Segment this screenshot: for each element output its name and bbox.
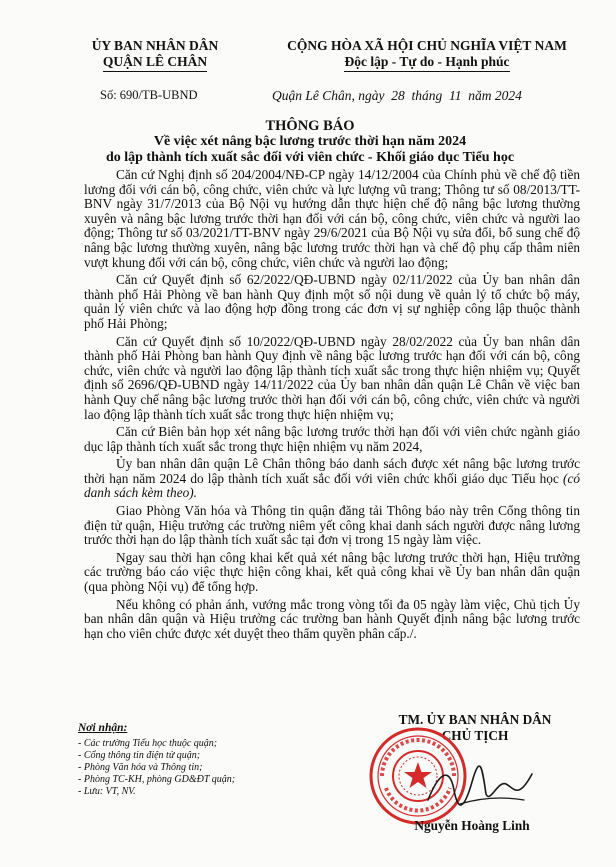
- attachment-note: (có danh sách kèm theo).: [84, 470, 580, 501]
- signer-name: Nguyễn Hoàng Linh: [414, 818, 530, 833]
- paragraph-legal-basis-3: Căn cứ Quyết định số 10/2022/QĐ-UBND ngày 28/02/2022 của Ủy ban nhân dân thành phố Hải Phòng ban hành Quy định về nâng bậc lương trước hạn đối với cán bộ, công chức, viên chức và người lao động lập thành tích xuất sắc trong thực hiện nhiệm vụ; Quyết định số 2696/QĐ-UBND ngày 14/11/2022 của Ủy ban nhân dân quận Lê Chân về việc ban hành Quy chế nâng bậc lương trước thời hạn đối với cán bộ, công chức, viên chức và người lao động lập thành tích xuất sắc trong thực hiện nhiệm vụ;: [84, 333, 580, 422]
- signer-position: CHỦ TỊCH: [441, 728, 509, 743]
- org-name-line1: ỦY BAN NHÂN DÂN: [91, 38, 219, 53]
- document-type: THÔNG BÁO: [265, 118, 355, 134]
- paragraph-announcement: [84, 457, 580, 501]
- recipient-item: - Phòng TC-KH, phòng GD&ĐT quận;: [78, 774, 236, 785]
- country-name: CỘNG HÒA XÃ HỘI CHỦ NGHĨA VIỆT NAM: [287, 38, 567, 53]
- paragraph-legal-basis-2: Căn cứ Quyết định số 62/2022/QĐ-UBND ngày 02/11/2022 của Ủy ban nhân dân thành phố Hải Phòng về ban hành Quy định một số nội dung về quản lý tổ chức bộ máy, quản lý viên chức và lao động hợp đồng trong các đơn vị sự nghiệp công lập thuộc thành phố Hải Phòng;: [84, 272, 580, 331]
- paragraph-legal-basis-4: Căn cứ Biên bản họp xét nâng bậc lương trước thời hạn đối với viên chức ngành giáo dục lập thành tích xuất sắc trong thực hiện nhiệm vụ năm 2024,: [84, 424, 580, 454]
- title-line-2: do lập thành tích xuất sắc đối với viên chức - Khối giáo dục Tiểu học: [105, 150, 515, 165]
- issuing-organization: [70, 38, 240, 72]
- paragraph-reporting: Ngay sau thời hạn công khai kết quả xét nâng bậc lương trước thời hạn, Hiệu trưởng các trường báo cáo việc thực hiện công khai, kết quả công khai về Ủy ban nhân dân quận (qua phòng Nội vụ) để tổng hợp.: [84, 549, 580, 595]
- signer-authority: TM. ỦY BAN NHÂN DÂN: [398, 712, 552, 727]
- recipient-item: - Cổng thông tin điện tử quận;: [78, 750, 201, 761]
- recipient-item: - Phòng Văn hóa và Thông tin;: [78, 762, 203, 773]
- handwritten-signature-icon: [420, 760, 540, 816]
- issue-date: Quận Lê Chân, ngày 28 tháng 11 năm 2024: [272, 88, 522, 103]
- paragraph-legal-basis-1: Căn cứ Nghị định số 204/2004/NĐ-CP ngày 14/12/2004 của Chính phủ về chế độ tiền lương đối với cán bộ, công chức, viên chức và lực lượng vũ trang; Thông tư số 08/2013/TT-BNV ngày 31/7/2013 của Bộ Nội vụ hướng dẫn thực hiện chế độ nâng bậc lương thường xuyên và nâng bậc lương trước thời hạn đối với cán bộ, công chức, viên chức và người lao động; Thông tư số 03/2021/TT-BNV ngày 29/6/2021 của Bộ Nội vụ sửa đổi, bổ sung chế độ nâng bậc lương thường xuyên, nâng bậc lương trước thời hạn và chế độ phụ cấp thâm niên vượt khung đối với cán bộ, công chức, viên chức và người lao động;: [84, 167, 580, 270]
- national-motto: Độc lập - Tự do - Hạnh phúc: [344, 54, 509, 72]
- recipient-item: - Các trường Tiểu học thuộc quận;: [78, 738, 218, 749]
- recipient-item: - Lưu: VT, NV.: [78, 786, 136, 797]
- document-number: Số: 690/TB-UBND: [100, 88, 198, 102]
- recipients-block: [78, 722, 308, 798]
- national-header: [262, 38, 592, 72]
- org-name-line2: QUẬN LÊ CHÂN: [103, 54, 207, 72]
- paragraph-decision: Nếu không có phản ánh, vướng mắc trong vòng tối đa 05 ngày làm việc, Chủ tịch Ủy ban nhân dân quận và Hiệu trưởng các trường ban hành Quyết định nâng bậc lương trước hạn cho viên chức được xét duyệt theo thẩm quyền phân cấp./.: [84, 596, 580, 641]
- recipients-heading: Nơi nhận:: [78, 722, 128, 734]
- paragraph-publication: Giao Phòng Văn hóa và Thông tin quận đăng tải Thông báo này trên Cổng thông tin điện tử quận, Hiệu trưởng các trường niêm yết công khai danh sách người được nâng lương trước thời hạn do lập thành tích xuất sắc tại đơn vị trong 15 ngày làm việc.: [84, 503, 580, 548]
- announcement-text: Ủy ban nhân dân quận Lê Chân thông báo danh sách được xét nâng bậc lương trước thời hạn năm 2024 do lập thành tích xuất sắc đối với viên chức khối giáo dục Tiểu học: [84, 456, 580, 486]
- title-line-1: Về việc xét nâng bậc lương trước thời hạn năm 2024: [153, 134, 467, 149]
- document-body: [84, 168, 580, 644]
- document-title-block: [60, 118, 560, 166]
